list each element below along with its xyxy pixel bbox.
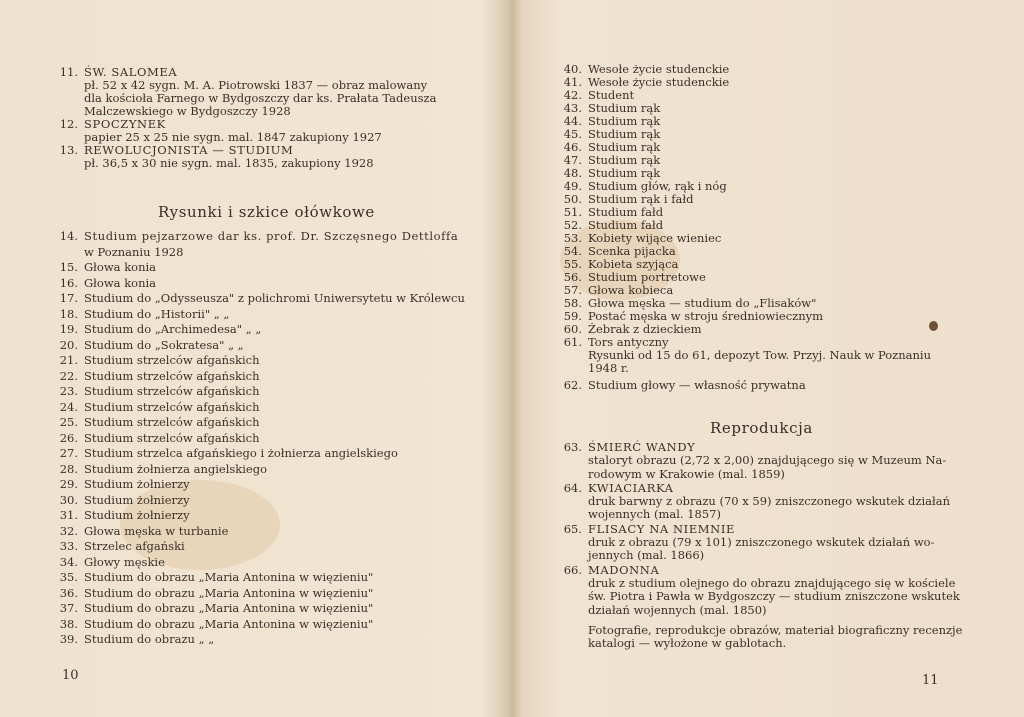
entry-number: 33. (59, 539, 78, 553)
entry-title: SPOCZYNEK (84, 117, 166, 131)
catalog-entry (52, 322, 452, 338)
entry-number: 66. (563, 562, 582, 577)
drawings-list (52, 229, 465, 648)
entry-number: 14. (59, 229, 78, 243)
catalog-entry (556, 523, 976, 563)
entry-line: Głowa kobieca (588, 283, 674, 297)
entry-number: 26. (59, 430, 78, 445)
catalog-entry (52, 539, 452, 555)
entry-number: 51. (563, 205, 582, 219)
entry-number: 22. (59, 368, 78, 383)
entry-body (84, 291, 465, 307)
entry-line: Wesołe życie studenckie (588, 62, 730, 76)
entry-line: Wesołe życie studenckie (588, 75, 730, 89)
entry-number: 50. (563, 192, 582, 206)
entry-number: 34. (59, 554, 78, 569)
entry-number: 53. (563, 231, 582, 245)
entry-number: 48. (563, 166, 582, 180)
entry-body (84, 322, 452, 338)
entry-body (84, 539, 452, 555)
entry-number: 45. (563, 127, 582, 141)
paintings-list (52, 66, 452, 170)
entry-number: 27. (59, 446, 78, 460)
deposit-note-line: Rysunki od 15 do 61, depozyt Tow. Przyj. Nauk w Poznaniu (588, 348, 931, 362)
entry-line: Studium strzelców afgańskich (84, 368, 260, 383)
entry-number: 38. (59, 616, 78, 631)
entry-number: 47. (563, 153, 582, 167)
entry-line: Studium rąk (588, 101, 661, 115)
entry-body (84, 462, 452, 478)
entry-line: Studium do obrazu „Maria Antonina w więzieniu" (84, 570, 374, 584)
entry-line: rodowym w Krakowie (mal. 1859) (588, 466, 785, 481)
entry-body (84, 617, 452, 633)
entry-line: Studium strzelców afgańskich (84, 415, 260, 429)
catalog-entry (52, 524, 452, 540)
entry-line: Studium strzelców afgańskich (84, 430, 260, 445)
entry-line: Studium rąk (588, 153, 661, 167)
section-heading-reproductions: Reprodukcja (710, 419, 813, 437)
catalog-entry (52, 144, 452, 170)
entry-number: 37. (59, 601, 78, 615)
entry-title: KWIACIARKA (588, 480, 674, 495)
entry-line: Postać męska w stroju średniowiecznym (588, 309, 824, 323)
entry-body (84, 353, 452, 369)
entry-line: Studium strzelców afgańskich (84, 399, 260, 414)
entry-line: Kobieta szyjąca (588, 257, 679, 271)
entry-line: pł. 36,5 x 30 nie sygn. mal. 1835, zakupiony 1928 (84, 156, 374, 170)
entry-number: 54. (563, 244, 582, 258)
entry-line: Studium głów, rąk i nóg (588, 179, 727, 193)
reproductions-list (556, 441, 976, 618)
entry-number: 24. (59, 399, 78, 414)
closing-note (588, 624, 962, 650)
entry-number: 57. (563, 283, 582, 297)
deposit-block (556, 349, 996, 392)
catalog-entry (52, 555, 452, 571)
entry-number: 46. (563, 140, 582, 154)
catalog-entry (556, 441, 976, 481)
catalog-entry (52, 369, 452, 385)
entry-line: jennych (mal. 1866) (588, 548, 705, 563)
entry-number: 44. (563, 114, 582, 128)
entry-body (84, 369, 452, 385)
entry-line: Malczewskiego w Bydgoszczy 1928 (84, 104, 291, 118)
catalog-entry (52, 570, 452, 586)
entry-line: Studium strzelców afgańskich (84, 384, 260, 398)
catalog-entry (52, 307, 452, 323)
catalog-entry (52, 617, 452, 633)
entry-body (84, 384, 452, 400)
entry-number: 21. (59, 353, 78, 367)
entry-line: Studium rąk (588, 127, 661, 141)
entry-body (84, 66, 452, 118)
entry-line: Scenka pijacka (588, 244, 676, 258)
entry-line: wojennych (mal. 1857) (588, 507, 721, 522)
page-number: 11 (922, 673, 939, 688)
entry-number: 61. (563, 335, 582, 349)
entry-number: 39. (59, 632, 78, 646)
entry-number: 20. (59, 337, 78, 352)
entry-number: 43. (563, 101, 582, 115)
catalog-entry (52, 446, 452, 462)
entry-line: Studium strzelców afgańskich (84, 353, 260, 367)
section-heading-drawings: Rysunki i szkice ołówkowe (158, 203, 375, 221)
entry-number: 23. (59, 384, 78, 398)
entry-line: Głowa męska — studium do „Flisaków" (588, 296, 817, 310)
entry-line: pł. 52 x 42 sygn. M. A. Piotrowski 1837 — obraz malowany (84, 78, 428, 92)
entry-line: Student (588, 88, 635, 102)
entry-line: Głowy męskie (84, 554, 165, 569)
left-page (0, 0, 505, 717)
entry-number: 17. (59, 291, 78, 305)
entry-title: FLISACY NA NIEMNIE (588, 521, 735, 536)
entry-number: 25. (59, 415, 78, 429)
entry-line: Studium rąk (588, 140, 661, 154)
entry-number: 18. (59, 306, 78, 321)
catalog-entry (52, 229, 459, 260)
entry-number: 60. (563, 322, 582, 336)
ink-spot (929, 321, 938, 331)
entry-number: 35. (59, 570, 78, 584)
entry-line: dla kościoła Farnego w Bydgoszczy dar ks. Prałata Tadeusza (84, 91, 437, 105)
catalog-entry (52, 260, 452, 276)
entry-line: Studium rąk i fałd (588, 192, 694, 206)
entry-line: Studium do „Archimedesa" „ „ (84, 322, 262, 336)
entry-number: 36. (59, 585, 78, 600)
entry-number: 59. (563, 309, 582, 323)
entry-line: Głowa konia (84, 275, 157, 290)
entry-line: Studium rąk (588, 114, 661, 128)
entry-line: Studium portretowe (588, 270, 706, 284)
entry-line: Studium do obrazu „Maria Antonina w więzieniu" (84, 585, 374, 600)
catalog-entry (52, 431, 452, 447)
entry-title: Studium pejzarzowe dar ks. prof. Dr. Szczęsnego Dettloffa (84, 229, 459, 243)
entry-body (84, 601, 452, 617)
catalog-entry (52, 384, 452, 400)
entry-number: 28. (59, 461, 78, 476)
entry-body (84, 144, 452, 170)
entry-line: Studium do „Sokratesa" „ „ (84, 337, 244, 352)
entry-body (588, 482, 976, 522)
entry-body (588, 441, 976, 481)
entry-number: 19. (59, 322, 78, 336)
entry-number: 65. (563, 521, 582, 536)
entry-line: druk barwny z obrazu (70 x 59) zniszczonego wskutek działań (588, 494, 950, 509)
entry-number: 15. (59, 260, 78, 274)
entry-body (84, 477, 452, 493)
catalog-entry (52, 632, 452, 648)
entry-line: druk z obrazu (79 x 101) zniszczonego wskutek działań wo- (588, 535, 935, 550)
entry-body (588, 564, 976, 617)
catalog-entry (52, 586, 452, 602)
catalog-entry (52, 353, 452, 369)
entry-line: Studium żołnierzy (84, 477, 190, 491)
entry-body (84, 555, 452, 571)
entry-line: Studium fałd (588, 218, 664, 232)
closing-note-line: katalogi — wyłożone w gablotach. (588, 636, 787, 650)
entry-line: św. Piotra i Pawła w Bydgoszczy — studium zniszczone wskutek (588, 589, 960, 604)
entry-title: ŚMIERĆ WANDY (588, 440, 696, 454)
entry-line: Kobiety wijące wieniec (588, 231, 722, 245)
drawings-list-continued (556, 63, 976, 349)
entry-number: 40. (563, 62, 582, 76)
entry-body (84, 276, 452, 292)
entry-line: Studium do obrazu „Maria Antonina w więzieniu" (84, 601, 374, 615)
entry-line: Studium żołnierzy (84, 492, 190, 507)
entry-number: 41. (563, 75, 582, 89)
entry-number: 63. (563, 440, 582, 454)
entry-line: Żebrak z dzieckiem (588, 322, 702, 336)
entry-number: 16. (59, 275, 78, 290)
entry-line: Studium do „Historii" „ „ (84, 306, 230, 321)
entry-body (84, 415, 452, 431)
entry-number: 12. (59, 117, 78, 131)
catalog-entry (52, 118, 452, 144)
entry-body (84, 431, 452, 447)
entry-number: 11. (59, 65, 78, 79)
entry-line: Studium do „Odysseusza" z polichromi Uniwersytetu w Królewcu (84, 291, 465, 305)
catalog-entry (52, 477, 452, 493)
entry-line: Głowa męska w turbanie (84, 523, 229, 538)
deposit-note-line: 1948 r. (588, 361, 629, 375)
entry-title: REWOLUCJONISTA — STUDIUM (84, 143, 294, 157)
entry-number: 29. (59, 477, 78, 491)
entry-line: w Poznaniu 1928 (84, 244, 184, 259)
deposit-note (588, 349, 996, 375)
entry-body (84, 524, 452, 540)
entry-line: Studium do obrazu „ „ (84, 632, 215, 646)
entry-body (84, 118, 452, 144)
entry-title: MADONNA (588, 562, 660, 577)
entry-body (84, 229, 459, 260)
entry-number: 62. (563, 378, 582, 392)
catalog-entry (52, 276, 452, 292)
entry-number: 31. (59, 508, 78, 522)
catalog-entry (556, 482, 976, 522)
right-page (510, 0, 1024, 717)
entry-line: Studium głowy — własność prywatna (588, 378, 806, 392)
closing-note-line: Fotografie, reprodukcje obrazów, materiał biograficzny recenzje (588, 623, 963, 637)
entry-body (84, 338, 452, 354)
entry-number: 49. (563, 179, 582, 193)
entry-line: Głowa konia (84, 260, 157, 274)
entry-body (84, 493, 452, 509)
entry-body (588, 523, 976, 563)
entry-number: 42. (563, 88, 582, 102)
entry-line: Studium żołnierzy (84, 508, 190, 522)
entry-body (84, 586, 452, 602)
catalog-entry (52, 66, 452, 118)
catalog-entry (52, 338, 452, 354)
entry-line: Studium rąk (588, 166, 661, 180)
entry-body (84, 400, 452, 416)
entry-line: Studium fałd (588, 205, 664, 219)
entry-body (84, 632, 452, 648)
catalog-entry (52, 508, 452, 524)
entry-number: 13. (59, 143, 78, 157)
catalog-entry (52, 493, 452, 509)
page-number: 10 (62, 668, 79, 683)
entry-number: 52. (563, 218, 582, 232)
entry-number: 56. (563, 270, 582, 284)
entry-body (84, 307, 452, 323)
entry-body (84, 570, 452, 586)
catalog-entry (52, 462, 452, 478)
entry-number: 58. (563, 296, 582, 310)
catalog-entry (52, 415, 452, 431)
entry-number: 55. (563, 257, 582, 271)
entry-line: Tors antyczny (588, 335, 669, 349)
catalog-entry (556, 564, 976, 617)
entry-line: Studium żołnierza angielskiego (84, 461, 268, 476)
entry-line: Studium strzelca afgańskiego i żołnierza angielskiego (84, 446, 398, 460)
entry-line: działań wojennych (mal. 1850) (588, 602, 767, 617)
catalog-entry (556, 379, 996, 392)
entry-body (84, 508, 452, 524)
entry-number: 30. (59, 492, 78, 507)
entry-body (588, 76, 976, 89)
catalog-entry (52, 291, 465, 307)
entry-line: Studium do obrazu „Maria Antonina w więzieniu" (84, 616, 374, 631)
catalog-entry (52, 400, 452, 416)
entry-line: papier 25 x 25 nie sygn. mal. 1847 zakupiony 1927 (84, 130, 382, 144)
catalog-entry (52, 601, 452, 617)
entry-number: 64. (563, 480, 582, 495)
entry-title: ŚW. SALOMEA (84, 65, 178, 79)
entry-body (84, 446, 452, 462)
entry-body (84, 260, 452, 276)
entry-line: Strzelec afgański (84, 539, 185, 553)
entry-line: staloryt obrazu (2,72 x 2,00) znajdującego się w Muzeum Na- (588, 453, 947, 468)
entry-line: druk z studium olejnego do obrazu znajdującego się w kościele (588, 575, 956, 590)
entry-number: 32. (59, 523, 78, 538)
